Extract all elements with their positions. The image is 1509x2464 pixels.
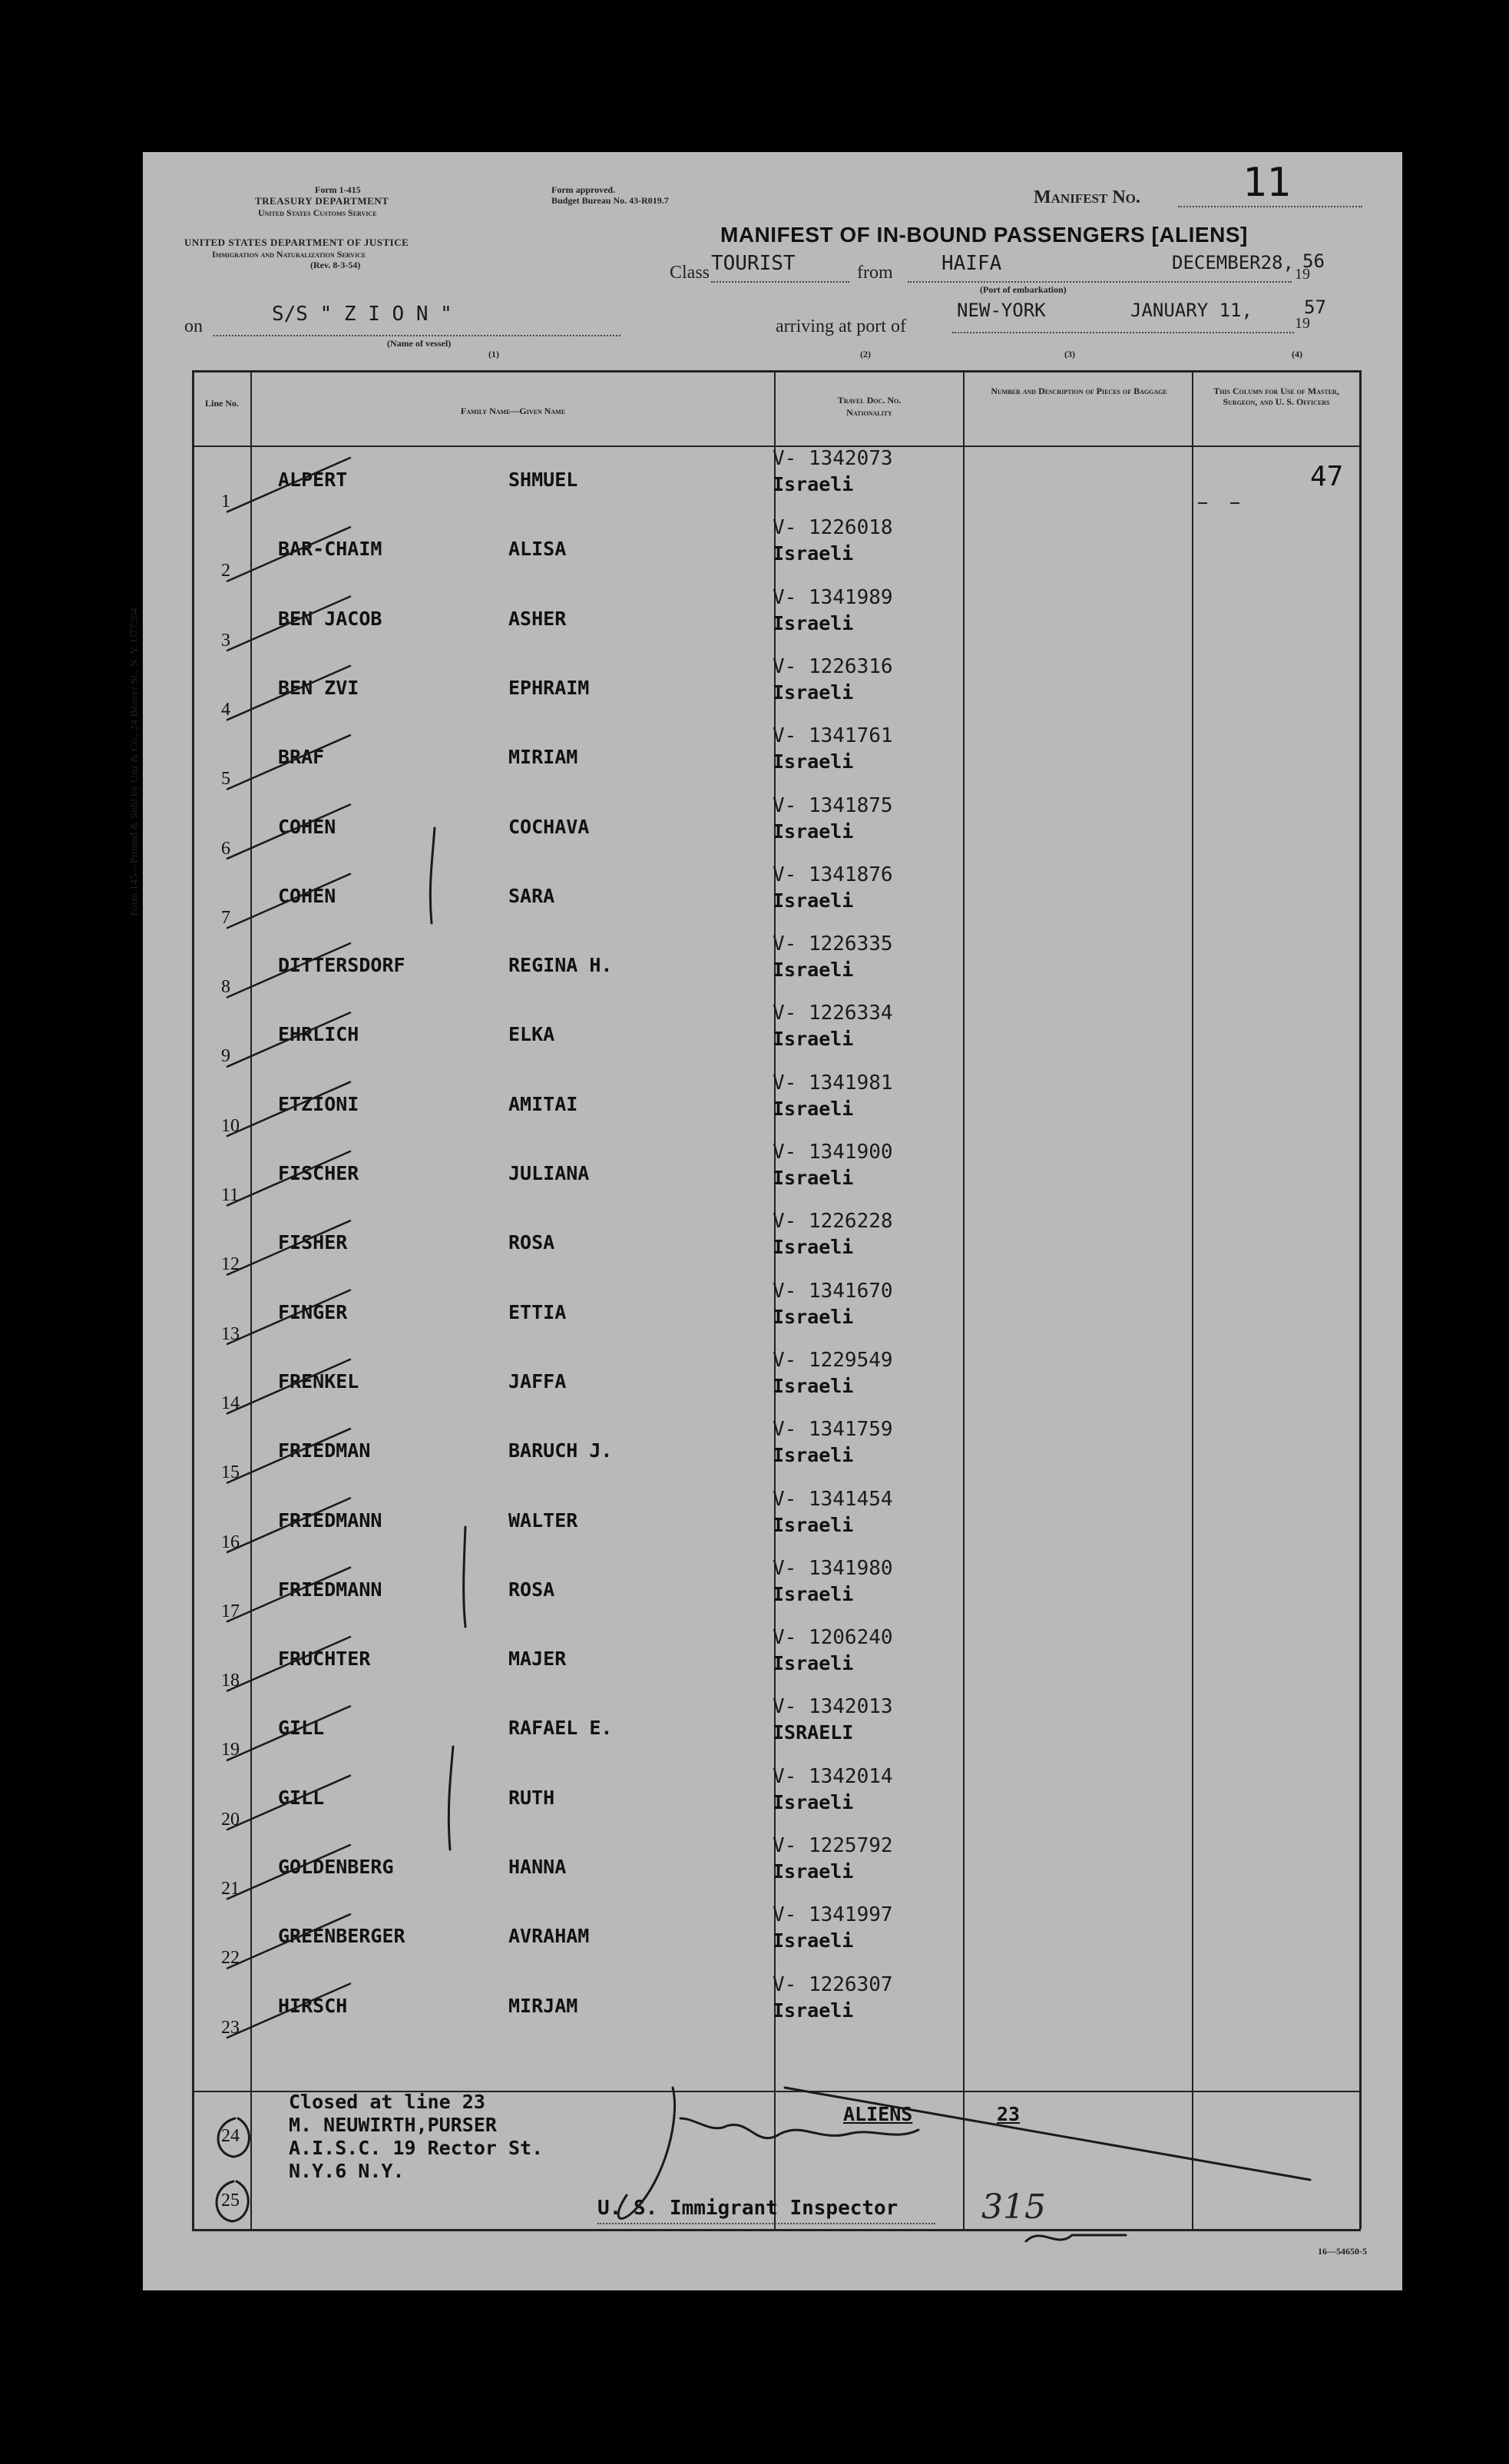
family-name: FRENKEL bbox=[278, 1369, 359, 1393]
inspector-label: U. S. Immigrant Inspector bbox=[597, 2197, 898, 2220]
travel-doc-number: V- 1226334 bbox=[773, 1002, 893, 1025]
customs-service: United States Customs Service bbox=[258, 207, 377, 218]
purser-name: M. NEUWIRTH,PURSER bbox=[289, 2114, 497, 2136]
family-name: BAR-CHAIM bbox=[278, 538, 382, 561]
family-name: HIRSCH bbox=[278, 1994, 348, 2017]
col-number-2: (2) bbox=[860, 349, 871, 359]
nationality: Israeli bbox=[773, 1028, 854, 1051]
travel-doc-number: V- 1341997 bbox=[773, 1903, 893, 1927]
check-mark bbox=[227, 1290, 350, 1344]
nationality: Israeli bbox=[773, 750, 854, 773]
initials-mark bbox=[1026, 2235, 1126, 2241]
check-mark bbox=[227, 735, 350, 789]
family-name: GILL bbox=[278, 1717, 325, 1740]
on-label: on bbox=[184, 316, 203, 336]
family-name: GREENBERGER bbox=[278, 1925, 405, 1948]
given-name: ROSA bbox=[508, 1231, 555, 1254]
check-mark bbox=[227, 943, 350, 997]
manifest-no-label: Manifest No. bbox=[1034, 187, 1140, 207]
handwritten-note: 315 bbox=[981, 2187, 1046, 2227]
port-of-embarkation-note: (Port of embarkation) bbox=[980, 284, 1067, 295]
travel-doc-number: V- 1341876 bbox=[773, 863, 893, 886]
given-name: REGINA H. bbox=[508, 954, 613, 977]
check-mark bbox=[227, 597, 350, 651]
family-name: BEN JACOB bbox=[278, 607, 382, 630]
family-name: FRIEDMAN bbox=[278, 1439, 371, 1462]
nationality: Israeli bbox=[773, 1790, 854, 1813]
embark-date: DECEMBER28, bbox=[1172, 252, 1294, 273]
check-mark bbox=[227, 1984, 350, 2038]
given-name: HANNA bbox=[508, 1856, 567, 1878]
line-number: 16 bbox=[221, 1532, 240, 1552]
pen-marks bbox=[143, 152, 1402, 2290]
header-nationality: Nationality bbox=[846, 407, 892, 418]
nationality: Israeli bbox=[773, 959, 854, 982]
given-name: JAFFA bbox=[508, 1369, 567, 1393]
line-number: 11 bbox=[221, 1185, 240, 1205]
justice-dept: UNITED STATES DEPARTMENT OF JUSTICE bbox=[184, 237, 409, 248]
check-mark bbox=[227, 1429, 350, 1482]
line-number: 18 bbox=[221, 1671, 240, 1691]
vertical-tick-16-17 bbox=[464, 1527, 465, 1627]
family-name: FISCHER bbox=[278, 1162, 359, 1184]
line-number: 5 bbox=[221, 769, 230, 790]
given-name: BARUCH J. bbox=[508, 1439, 613, 1462]
nationality: Israeli bbox=[773, 1374, 854, 1397]
check-mark bbox=[227, 1360, 350, 1413]
manifest-no-value: 11 bbox=[1243, 160, 1291, 206]
line-number: 19 bbox=[221, 1740, 240, 1760]
given-name: EPHRAIM bbox=[508, 676, 590, 699]
nationality: Israeli bbox=[773, 542, 854, 565]
check-mark bbox=[227, 1568, 350, 1621]
embark-year-prefix: 19 bbox=[1295, 266, 1310, 283]
given-name: RAFAEL E. bbox=[508, 1717, 613, 1740]
line-number: 3 bbox=[221, 630, 230, 651]
line-number-24: 24 bbox=[221, 2126, 240, 2146]
family-name: GILL bbox=[278, 1786, 325, 1809]
given-name: MIRIAM bbox=[508, 746, 578, 769]
travel-doc-number: V- 1342073 bbox=[773, 447, 893, 470]
line-number: 7 bbox=[221, 907, 230, 928]
check-mark bbox=[227, 874, 350, 928]
aliens-label: ALIENS bbox=[843, 2103, 913, 2125]
given-name: COCHAVA bbox=[508, 815, 590, 838]
col-number-3: (3) bbox=[1064, 349, 1075, 359]
arrival-port: NEW-YORK bbox=[957, 300, 1046, 321]
travel-doc-number: V- 1229549 bbox=[773, 1348, 893, 1372]
from-label: from bbox=[857, 263, 893, 283]
family-name: ETZIONI bbox=[278, 1092, 359, 1115]
line-number: 12 bbox=[221, 1254, 240, 1275]
nationality: Israeli bbox=[773, 820, 854, 843]
check-mark bbox=[227, 1499, 350, 1552]
travel-doc-number: V- 1226335 bbox=[773, 932, 893, 956]
punch-hole-top bbox=[52, 630, 94, 671]
travel-doc-number: V- 1341454 bbox=[773, 1487, 893, 1511]
nationality: Israeli bbox=[773, 1652, 854, 1675]
revision: (Rev. 8-3-54) bbox=[310, 260, 361, 270]
travel-doc-number: V- 1341670 bbox=[773, 1279, 893, 1303]
nationality: ISRAELI bbox=[773, 1721, 854, 1744]
travel-doc-number: V- 1341900 bbox=[773, 1141, 893, 1164]
family-name: BRAF bbox=[278, 746, 325, 769]
officer-note: 47 bbox=[1310, 461, 1344, 492]
family-name: FISHER bbox=[278, 1231, 348, 1254]
printer-sidenote: Form 145—Printed & Sold by Unz & Co., 24 Beaver St., N. Y. U77204 bbox=[129, 608, 141, 916]
nationality: Israeli bbox=[773, 1444, 854, 1467]
travel-doc-number: V- 1226307 bbox=[773, 1972, 893, 1996]
check-mark bbox=[227, 458, 350, 512]
inspector-signature bbox=[618, 2088, 918, 2218]
given-name: WALTER bbox=[508, 1509, 578, 1532]
family-name: COHEN bbox=[278, 815, 336, 838]
given-name: SHMUEL bbox=[508, 469, 578, 491]
travel-doc-number: V- 1342013 bbox=[773, 1695, 893, 1719]
ins-service: Immigration and Naturalization Service bbox=[212, 249, 366, 260]
treasury-dept: TREASURY DEPARTMENT bbox=[255, 195, 389, 207]
nationality: Israeli bbox=[773, 681, 854, 704]
class-label: Class bbox=[670, 263, 710, 283]
circle-mark-24 bbox=[218, 2118, 249, 2157]
line-number-25: 25 bbox=[221, 2191, 240, 2211]
travel-doc-number: V- 1341761 bbox=[773, 724, 893, 748]
line-number: 1 bbox=[221, 492, 230, 512]
vessel-note: (Name of vessel) bbox=[387, 338, 452, 349]
form-approved: Form approved. bbox=[551, 184, 616, 195]
check-mark bbox=[227, 1012, 350, 1066]
family-name: FRIEDMANN bbox=[278, 1578, 382, 1601]
nationality: Israeli bbox=[773, 1860, 854, 1883]
vertical-tick-6-7 bbox=[430, 828, 435, 923]
header-baggage: Number and Description of Pieces of Baggage bbox=[991, 386, 1167, 396]
circle-mark-25 bbox=[217, 2181, 248, 2221]
nationality: Israeli bbox=[773, 1999, 854, 2022]
given-name: SARA bbox=[508, 884, 555, 907]
given-name: AMITAI bbox=[508, 1092, 578, 1115]
agent-address: A.I.S.C. 19 Rector St. bbox=[289, 2137, 544, 2159]
vessel-name: S/S " Z I O N " bbox=[272, 303, 452, 326]
line-number: 21 bbox=[221, 1879, 240, 1899]
travel-doc-number: V- 1206240 bbox=[773, 1626, 893, 1650]
col-number-4: (4) bbox=[1292, 349, 1302, 359]
check-mark bbox=[227, 1637, 350, 1691]
nationality: Israeli bbox=[773, 1582, 854, 1605]
given-name: ETTIA bbox=[508, 1300, 567, 1323]
form-code: 16—54650-5 bbox=[1318, 2246, 1367, 2257]
line-number: 10 bbox=[221, 1115, 240, 1136]
given-name: JULIANA bbox=[508, 1162, 590, 1184]
check-mark bbox=[227, 1845, 350, 1899]
header-line-no: Line No. bbox=[204, 398, 239, 409]
manifest-title: MANIFEST OF IN-BOUND PASSENGERS [ALIENS] bbox=[720, 223, 1248, 247]
given-name: ELKA bbox=[508, 1023, 555, 1046]
class-value: TOURIST bbox=[711, 252, 796, 275]
nationality: Israeli bbox=[773, 889, 854, 912]
travel-doc-number: V- 1341875 bbox=[773, 793, 893, 817]
line-number: 23 bbox=[221, 2017, 240, 2038]
line-number: 6 bbox=[221, 838, 230, 859]
arriving-label: arriving at port of bbox=[776, 316, 906, 336]
line-number: 15 bbox=[221, 1462, 240, 1483]
travel-doc-number: V- 1225792 bbox=[773, 1834, 893, 1857]
check-mark bbox=[227, 1220, 350, 1274]
travel-doc-number: V- 1341989 bbox=[773, 585, 893, 609]
manifest-sheet bbox=[129, 152, 1402, 2290]
agent-city: N.Y.6 N.Y. bbox=[289, 2160, 405, 2182]
embark-year: 56 bbox=[1302, 250, 1325, 272]
nationality: Israeli bbox=[773, 611, 854, 634]
line-number: 2 bbox=[221, 561, 230, 581]
family-name: FINGER bbox=[278, 1300, 348, 1323]
check-mark bbox=[227, 1914, 350, 1968]
check-mark bbox=[227, 1706, 350, 1760]
line-number: 9 bbox=[221, 1046, 230, 1067]
punch-hole-bottom bbox=[52, 1757, 94, 1799]
embark-port: HAIFA bbox=[941, 252, 1002, 275]
given-name: MAJER bbox=[508, 1648, 567, 1671]
col-number-1: (1) bbox=[488, 349, 499, 359]
given-name: ROSA bbox=[508, 1578, 555, 1601]
vertical-tick-19-20 bbox=[448, 1747, 453, 1850]
nationality: Israeli bbox=[773, 1305, 854, 1328]
arrival-year: 57 bbox=[1304, 296, 1326, 318]
check-mark bbox=[227, 1082, 350, 1136]
arrival-year-prefix: 19 bbox=[1295, 315, 1310, 332]
travel-doc-number: V- 1341759 bbox=[773, 1418, 893, 1442]
travel-doc-number: V- 1226316 bbox=[773, 654, 893, 678]
nationality: Israeli bbox=[773, 473, 854, 495]
line-number: 22 bbox=[221, 1948, 240, 1969]
line-number: 20 bbox=[221, 1809, 240, 1830]
family-name: FRUCHTER bbox=[278, 1648, 371, 1671]
header-officers: This Column for Use of Master, Surgeon, and U. S. Officers bbox=[1213, 386, 1339, 407]
travel-doc-number: V- 1226018 bbox=[773, 516, 893, 540]
family-name: COHEN bbox=[278, 884, 336, 907]
family-name: BEN ZVI bbox=[278, 676, 359, 699]
budget-bureau: Budget Bureau No. 43-R019.7 bbox=[551, 195, 669, 206]
check-mark bbox=[227, 805, 350, 859]
travel-doc-number: V- 1341980 bbox=[773, 1556, 893, 1580]
family-name: DITTERSDORF bbox=[278, 954, 405, 977]
travel-doc-number: V- 1342014 bbox=[773, 1764, 893, 1788]
inspector-strike bbox=[785, 2088, 1310, 2180]
arrival-date: JANUARY 11, bbox=[1130, 300, 1253, 321]
family-name: EHRLICH bbox=[278, 1023, 359, 1046]
nationality: Israeli bbox=[773, 1929, 854, 1952]
check-mark bbox=[227, 1776, 350, 1830]
line-number: 17 bbox=[221, 1601, 240, 1621]
line-number: 14 bbox=[221, 1393, 240, 1413]
line-number: 13 bbox=[221, 1323, 240, 1344]
header-name: Family Name—Given Name bbox=[460, 406, 566, 416]
travel-doc-number: V- 1226228 bbox=[773, 1210, 893, 1234]
given-name: MIRJAM bbox=[508, 1994, 578, 2017]
family-name: GOLDENBERG bbox=[278, 1856, 394, 1878]
aliens-count: 23 bbox=[997, 2103, 1021, 2125]
family-name: ALPERT bbox=[278, 469, 348, 491]
check-mark bbox=[227, 1151, 350, 1205]
given-name: RUTH bbox=[508, 1786, 555, 1809]
travel-doc-number: V- 1341981 bbox=[773, 1071, 893, 1095]
header-travel-doc: Travel Doc. No. bbox=[837, 395, 902, 406]
given-name: ASHER bbox=[508, 607, 567, 630]
check-mark bbox=[227, 666, 350, 720]
line-number: 4 bbox=[221, 699, 230, 720]
nationality: Israeli bbox=[773, 1236, 854, 1259]
family-name: FRIEDMANN bbox=[278, 1509, 382, 1532]
check-mark bbox=[227, 527, 350, 581]
given-name: AVRAHAM bbox=[508, 1925, 590, 1948]
nationality: Israeli bbox=[773, 1097, 854, 1120]
given-name: ALISA bbox=[508, 538, 567, 561]
line-number: 8 bbox=[221, 977, 230, 998]
form-number: Form 1-415 bbox=[315, 184, 361, 195]
nationality: Israeli bbox=[773, 1513, 854, 1536]
closed-at-line: Closed at line 23 bbox=[289, 2091, 485, 2113]
nationality: Israeli bbox=[773, 1167, 854, 1189]
